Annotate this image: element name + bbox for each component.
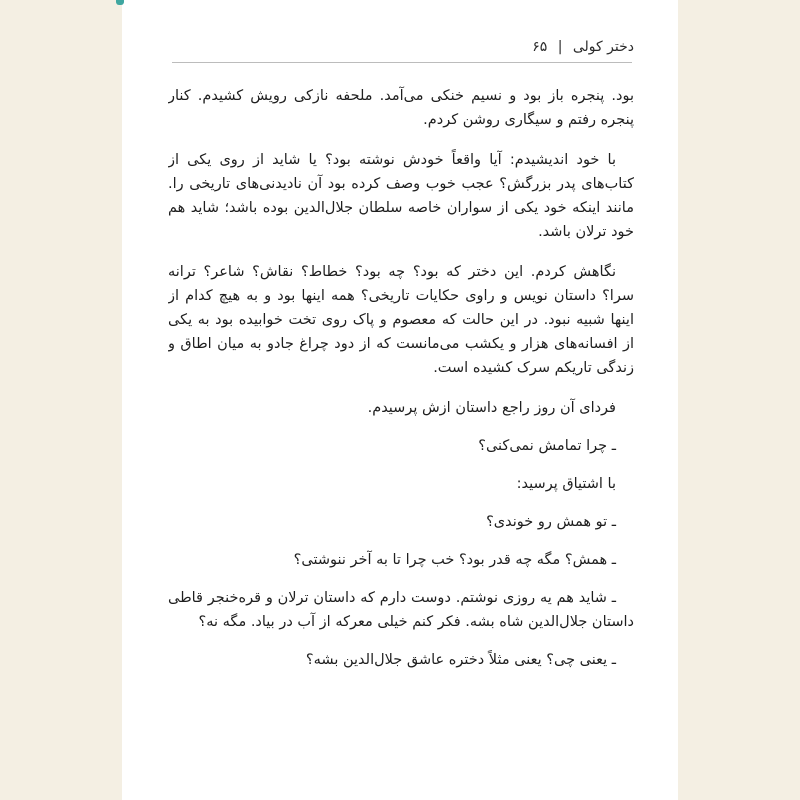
paragraph-1: بود. پنجره باز بود و نسیم خنکی می‌آمد. ملحفه نازکی رویش کشیدم. کنار پنجره رفتم و سیگاری روشن کردم. bbox=[168, 88, 634, 128]
paragraph-3: نگاهش کردم. این دختر که بود؟ چه بود؟ خطاط؟ نقاش؟ شاعر؟ ترانه سرا؟ داستان نویس و راوی حکایات تاریخی؟ همه اینها بود و به هیچ کدام از اینها شبیه نبود. در این حالت که معصوم و پاک روی تخت خوابیده بود به یکی از افسانه‌های هزار و یکشب می‌مانست که از دود چراغ جادو به میان اطاق و زندگی تاریکم سرک کشیده است. bbox=[168, 264, 634, 376]
header-divider bbox=[172, 62, 632, 63]
paragraph-2: با خود اندیشیدم: آیا واقعاً خودش نوشته بود؟ یا شاید از روی یکی از کتاب‌های پدر بزرگش؟ عجب خوب وصف کرده بود آن نادیدنی‌های تاریخی را. مانند اینکه خود یکی از سواران خاصه سلطان جلال‌الدین بوده باشد؛ شاید هم خود ترلان باشد. bbox=[168, 152, 634, 240]
page-number: ۶۵ bbox=[532, 39, 548, 55]
header-separator: | bbox=[557, 39, 563, 55]
dialog-line-3: ـ همش؟ مگه چه قدر بود؟ خب چرا تا به آخر ننوشتی؟ bbox=[293, 552, 616, 568]
dialog-line-2: ـ تو همش رو خوندی؟ bbox=[486, 514, 616, 530]
dialog-line-1: ـ چرا تمامش نمی‌کنی؟ bbox=[478, 438, 616, 454]
dialog-line-5: ـ یعنی چی؟ یعنی مثلاً دختره عاشق جلال‌الدین بشه؟ bbox=[305, 652, 616, 668]
corner-accent bbox=[116, 0, 124, 5]
running-header bbox=[168, 36, 634, 58]
header-title: دختر کولی bbox=[572, 39, 634, 55]
page-body bbox=[168, 84, 634, 784]
paragraph-4: فردای آن روز راجع داستان ازش پرسیدم. bbox=[367, 400, 616, 416]
paragraph-5: با اشتیاق پرسید: bbox=[516, 476, 616, 492]
dialog-line-4: ـ شاید هم یه روزی نوشتم. دوست دارم که داستان ترلان و قره‌خنجر قاطی داستان جلال‌الدین شاه بشه. فکر کنم خیلی معرکه از آب در بیاد. مگه نه؟ bbox=[168, 590, 634, 630]
